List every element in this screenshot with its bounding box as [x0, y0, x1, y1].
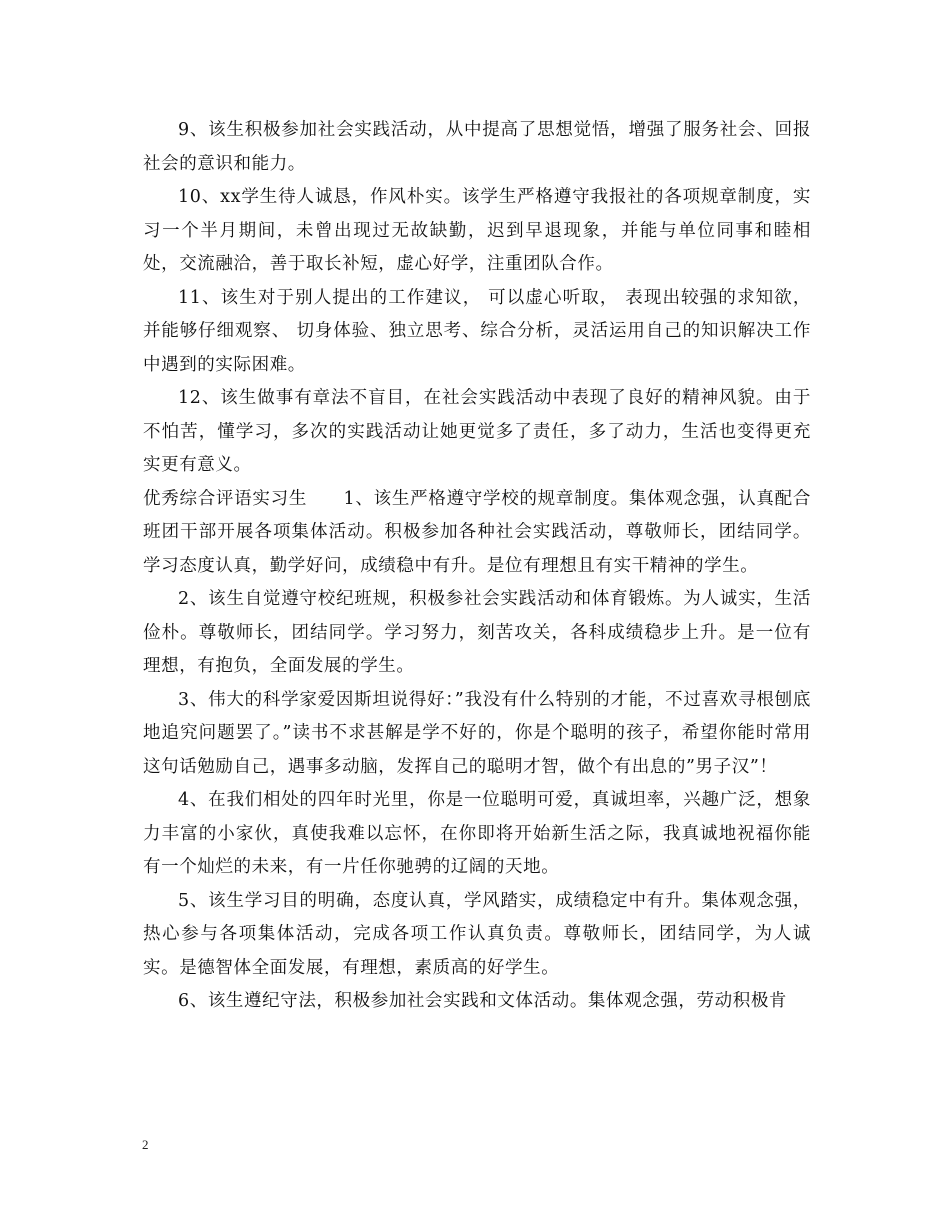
paragraph-6: 6、该生遵纪守法，积极参加社会实践和文体活动。集体观念强，劳动积极肯 [178, 991, 788, 1011]
paragraph-2: 2、该生自觉遵守校纪班规，积极参社会实践活动和体育锻炼。为人诚实，生活俭朴。尊敬师长，团结同学。学习努力，刻苦攻关，各科成绩稳步上升。是一位有理想，有抱负，全面发展的学生。 [143, 589, 811, 676]
paragraph-12: 12、该生做事有章法不盲目，在社会实践活动中表现了良好的精神风貌。由于不怕苦，懂学习，多次的实践活动让她更觉多了责任，多了动力，生活也变得更充实更有意义。 [143, 388, 811, 475]
section-heading-paragraph-1: 优秀综合评语实习生 1、该生严格遵守学校的规章制度。集体观念强，认真配合班团干部开展各项集体活动。积极参加各种社会实践活动，尊敬师长，团结同学。学习态度认真，勤学好问，成绩稳中有升。是位有理想且有实干精神的学生。 [143, 488, 811, 576]
paragraph-11: 11、该生对于别人提出的工作建议， 可以虚心听取， 表现出较强的求知欲， 并能够仔细观察、 切身体验、独立思考、综合分析，灵活运用自己的知识解决工作中遇到的实际困难。 [143, 287, 811, 375]
paragraph-5: 5、该生学习目的明确，态度认真，学风踏实，成绩稳定中有升。集体观念强，热心参与各项集体活动，完成各项工作认真负责。尊敬师长，团结同学，为人诚实。是德智体全面发展，有理想，素质高的好学生。 [143, 890, 811, 978]
paragraph-3: 3、伟大的科学家爱因斯坦说得好：”我没有什么特别的才能，不过喜欢寻根刨底地追究问题罢了。”读书不求甚解是学不好的，你是个聪明的孩子，希望你能时常用这句话勉励自己，遇事多动脑，发挥自己的聪明才智，做个有出息的”男子汉”！ [143, 689, 811, 777]
paragraph-10: 10、xx学生待人诚恳，作风朴实。该学生严格遵守我报社的各项规章制度，实习一个半月期间，未曾出现过无故缺勤，迟到早退现象，并能与单位同事和睦相处，交流融洽，善于取长补短，虚心好学，注重团队合作。 [143, 187, 811, 274]
document-body [143, 114, 811, 1019]
paragraph-9: 9、该生积极参加社会实践活动，从中提高了思想觉悟，增强了服务社会、回报社会的意识和能力。 [143, 120, 811, 174]
page-number: 2 [142, 1137, 149, 1152]
paragraph-4: 4、在我们相处的四年时光里，你是一位聪明可爱，真诚坦率，兴趣广泛，想象力丰富的小家伙，真使我难以忘怀，在你即将开始新生活之际，我真诚地祝福你能有一个灿烂的未来，有一片任你驰骋的辽阔的天地。 [143, 790, 811, 877]
